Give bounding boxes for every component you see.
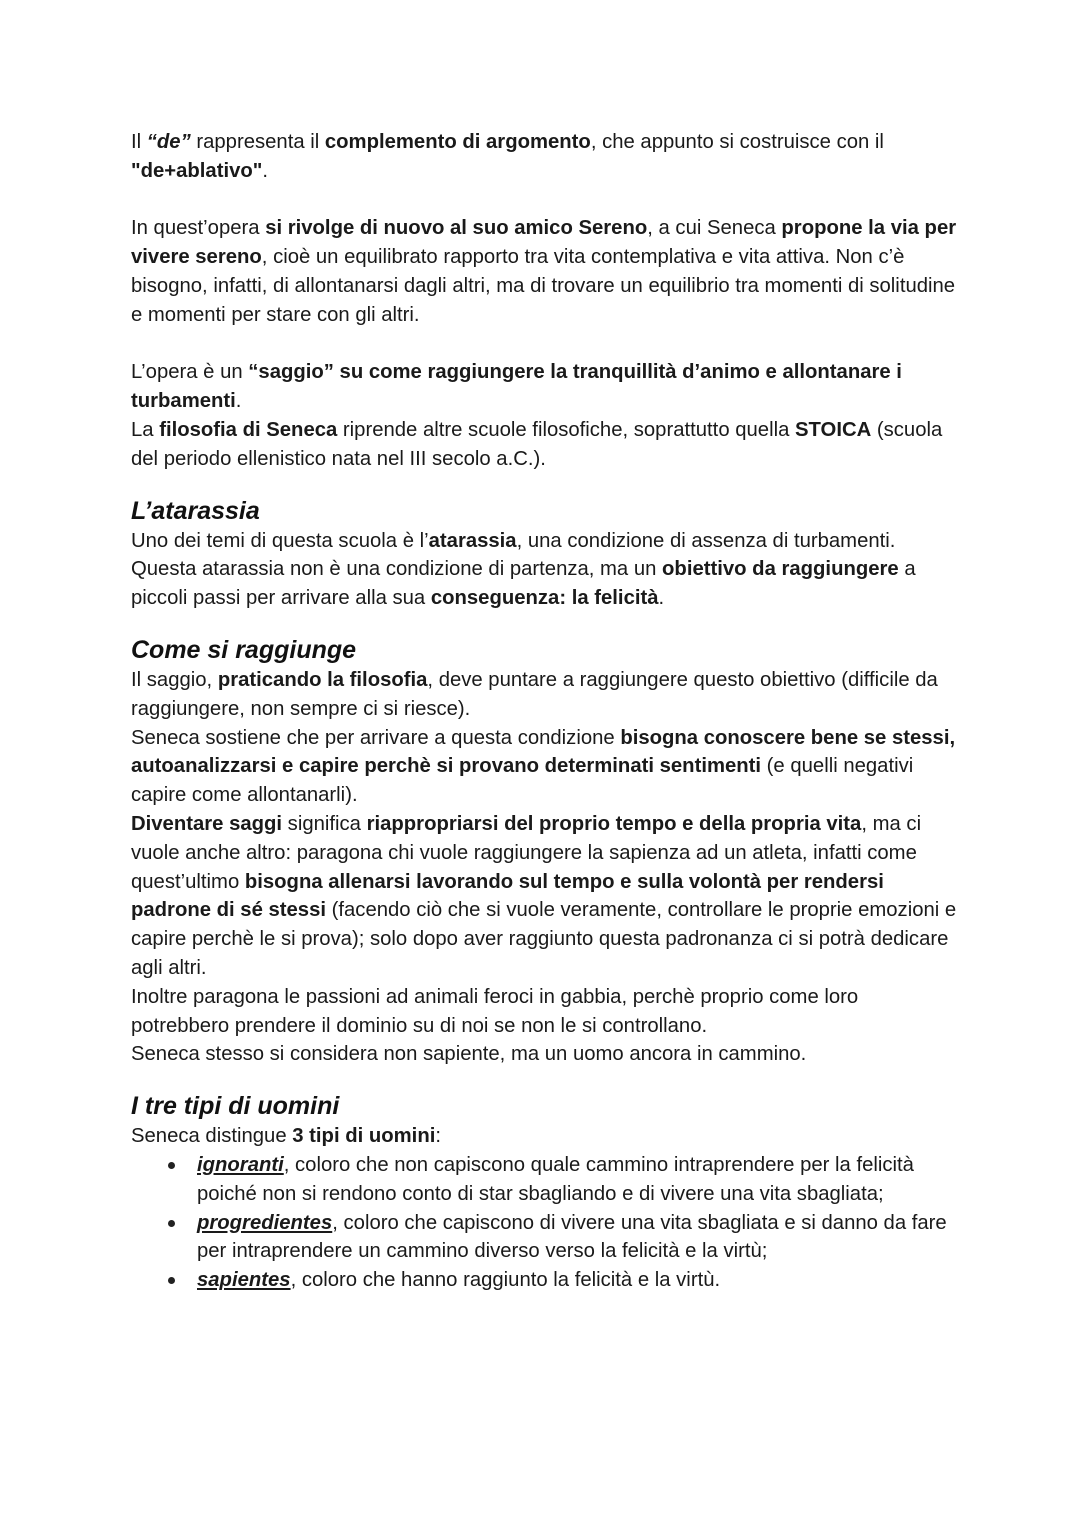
bold-text: Diventare saggi bbox=[131, 812, 283, 835]
paragraph-non-sapiente: Seneca stesso si considera non sapiente, ma un uomo ancora in cammino. bbox=[131, 1043, 807, 1066]
text: . bbox=[262, 159, 269, 182]
bold-text: obiettivo da raggiungere bbox=[662, 558, 899, 581]
text: (scuola del periodo ellenistico nata nel III secolo a.C.). bbox=[131, 418, 943, 470]
emphasis-de: “de” bbox=[146, 131, 191, 153]
paragraph-diventare-saggi bbox=[131, 810, 960, 983]
text: . bbox=[235, 390, 242, 413]
text: , coloro che hanno raggiunto la felicità e la virtù. bbox=[290, 1269, 721, 1292]
list-item bbox=[168, 1209, 960, 1267]
text: rappresenta il bbox=[190, 131, 325, 153]
text: (facendo ciò che si vuole veramente, controllare le proprie emozioni e capire perchè le si prova); solo dopo aver raggiunto questa padronanza ci si potrà dedicare agli altri. bbox=[131, 899, 957, 979]
bold-text: 3 tipi di uomini bbox=[292, 1125, 436, 1148]
text: : bbox=[435, 1125, 441, 1148]
paragraph-conoscere-se-stessi bbox=[131, 724, 960, 810]
text: , deve puntare a raggiungere questo obiettivo (difficile da raggiungere, non sempre ci si riesce). bbox=[131, 668, 938, 720]
paragraph-filosofia-stoica bbox=[131, 416, 960, 474]
text: Il bbox=[131, 131, 147, 153]
bullet-icon bbox=[168, 1277, 175, 1284]
heading-come-si-raggiunge: Come si raggiunge bbox=[131, 635, 357, 664]
bold-text: filosofia di Seneca bbox=[159, 418, 338, 441]
bold-text: propone la via per vivere sereno bbox=[131, 217, 957, 269]
text: . bbox=[658, 587, 665, 610]
list-item bbox=[168, 1151, 960, 1209]
text: Uno dei temi di questa scuola è l’ bbox=[131, 529, 429, 552]
text: (e quelli negativi capire come allontanarli). bbox=[131, 755, 914, 807]
bold-text: "de+ablativo" bbox=[131, 159, 263, 182]
text: , ma ci vuole anche altro: paragona chi vuole raggiungere la sapienza ad un atleta, infatti come quest’ultimo bbox=[131, 812, 922, 893]
text: Seneca sostiene che per arrivare a questa condizione bbox=[131, 726, 621, 749]
paragraph-passioni: Inoltre paragona le passioni ad animali feroci in gabbia, perchè proprio come loro potrebbero prendere il dominio su di noi se non le si controllano. bbox=[131, 985, 859, 1037]
bold-text: praticando la filosofia bbox=[217, 668, 428, 691]
bold-text: si rivolge di nuovo al suo amico Sereno bbox=[265, 217, 648, 240]
text: , una condizione di assenza di turbamenti. Questa atarassia non è una condizione di partenza, ma un bbox=[131, 529, 896, 581]
paragraph-saggio-filosofia bbox=[131, 666, 960, 724]
paragraph-tipi-intro bbox=[131, 1122, 960, 1151]
term: sapientes bbox=[197, 1269, 291, 1292]
text: , cioè un equilibrato rapporto tra vita contemplativa e vita attiva. Non c’è bisogno, infatti, di allontanarsi dagli altri, ma di trovare un equilibrio tra momenti di solitudine e momenti per stare con gli altri. bbox=[131, 246, 956, 326]
list-item bbox=[168, 1266, 960, 1295]
text: Il saggio, bbox=[131, 668, 218, 691]
term: progredientes bbox=[197, 1211, 333, 1234]
bold-text: bisogna allenarsi lavorando sul tempo e sulla volontà per rendersi padrone di sé stessi bbox=[131, 870, 884, 922]
text: significa bbox=[282, 812, 367, 835]
paragraph-amico-sereno bbox=[131, 214, 960, 329]
bold-text: atarassia bbox=[428, 529, 517, 552]
text: Seneca distingue bbox=[131, 1125, 293, 1148]
bold-text: bisogna conoscere bene se stessi, autoanalizzarsi e capire perchè si provano determinati sentimenti bbox=[131, 726, 956, 778]
bullet-icon bbox=[168, 1220, 175, 1227]
bold-text: riappropriarsi del proprio tempo e della propria vita bbox=[366, 812, 862, 835]
text: La bbox=[131, 418, 160, 441]
text: In quest’opera bbox=[131, 217, 266, 240]
bold-text: conseguenza: la felicità bbox=[430, 587, 659, 610]
heading-atarassia: L’atarassia bbox=[131, 496, 260, 525]
text: L’opera è un bbox=[131, 361, 249, 384]
heading-tre-tipi: I tre tipi di uomini bbox=[131, 1092, 340, 1121]
term: ignoranti bbox=[197, 1153, 284, 1176]
paragraph-saggio bbox=[131, 358, 960, 416]
text: , coloro che capiscono di vivere una vita sbagliata e si danno da fare per intraprendere un cammino diverso verso la felicità e la virtù; bbox=[197, 1211, 947, 1263]
text: , coloro che non capiscono quale cammino intraprendere per la felicità poiché non si rendono conto di star sbagliando e di vivere una vita sbagliata; bbox=[197, 1153, 914, 1205]
text: , a cui Seneca bbox=[647, 217, 782, 240]
bold-text: STOICA bbox=[795, 418, 872, 441]
text: a piccoli passi per arrivare alla sua bbox=[131, 558, 916, 610]
bullet-icon bbox=[168, 1162, 175, 1169]
paragraph-atarassia bbox=[131, 527, 960, 613]
text: riprende altre scuole filosofiche, soprattutto quella bbox=[337, 418, 795, 441]
bold-text: “saggio” su come raggiungere la tranquillità d’animo e allontanare i turbamenti bbox=[131, 361, 902, 413]
paragraph-de-argomento bbox=[131, 128, 960, 186]
tipi-list bbox=[131, 1151, 960, 1295]
text: , che appunto si costruisce con il bbox=[590, 131, 884, 153]
bold-text: complemento di argomento bbox=[324, 131, 591, 153]
